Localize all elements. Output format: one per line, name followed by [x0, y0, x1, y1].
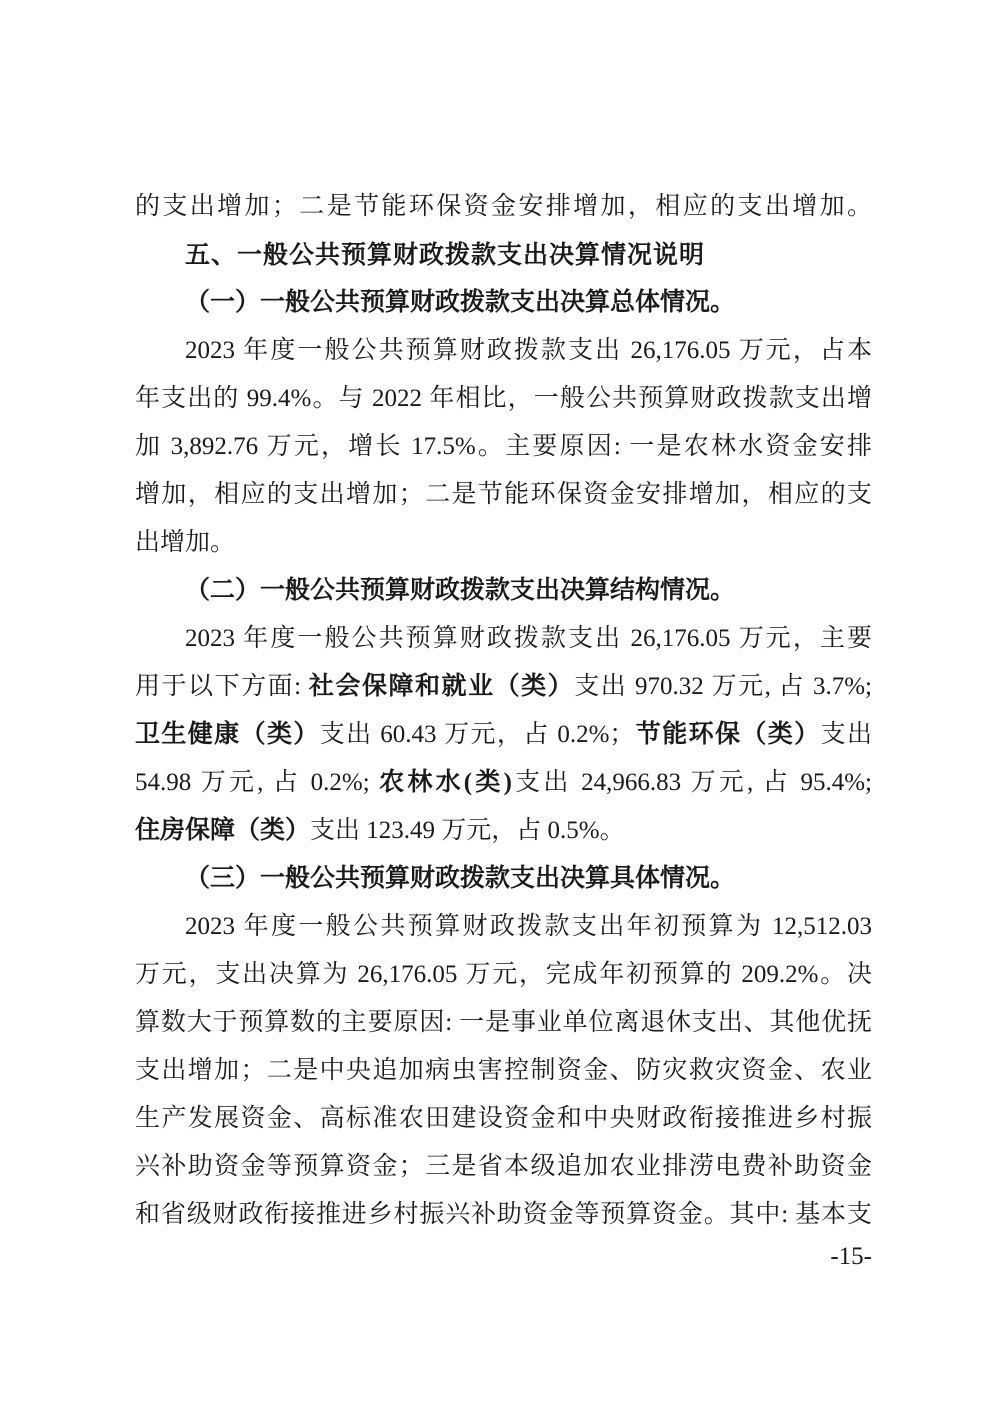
text-line — [135, 663, 872, 711]
text-segment: 兴补助资金等预算资金；三是省本级追加农业排涝电费补助资金 — [135, 1153, 872, 1180]
text-line — [135, 423, 872, 471]
text-segment: 2023 年度一般公共预算财政拨款支出 26,176.05 万元，主要 — [185, 625, 872, 652]
text-segment: 支出 970.32 万元, 占 3.7%; — [574, 673, 872, 700]
text-segment: 年支出的 99.4%。与 2022 年相比，一般公共预算财政拨款支出增 — [135, 385, 872, 412]
heading-section-five — [135, 231, 872, 279]
text-line — [135, 807, 872, 855]
text-segment: 支出 24,966.83 万元, 占 95.4%; — [511, 769, 872, 796]
text-segment: 2023 年度一般公共预算财政拨款支出年初预算为 12,512.03 — [185, 913, 872, 940]
text-segment: 增加，相应的支出增加；二是节能环保资金安排增加，相应的支 — [135, 481, 872, 508]
text-line — [135, 999, 872, 1047]
text-line — [135, 375, 872, 423]
text-segment: 加 3,892.76 万元，增长 17.5%。主要原因: 一是农林水资金安排 — [135, 433, 872, 460]
emphasized-text: 五、一般公共预算财政拨款支出决算情况说明 — [185, 241, 706, 269]
para-continuation — [135, 183, 872, 231]
text-line — [135, 903, 872, 951]
para-overview — [135, 327, 872, 567]
text-segment: 支出增加；二是中央追加病虫害控制资金、防灾救灾资金、农业 — [135, 1057, 872, 1084]
text-segment: 和省级财政衔接推进乡村振兴补助资金等预算资金。其中: 基本支 — [135, 1201, 872, 1228]
text-line — [135, 951, 872, 999]
text-line — [135, 471, 872, 519]
text-line — [135, 711, 872, 759]
text-segment: 2023 年度一般公共预算财政拨款支出 26,176.05 万元，占本 — [185, 337, 872, 364]
text-line — [135, 327, 872, 375]
text-segment: 支出 — [820, 721, 872, 748]
text-line — [135, 279, 872, 327]
text-segment: 支出 123.49 万元，占 0.5%。 — [310, 817, 625, 844]
para-structure — [135, 615, 872, 855]
subheading-overview — [135, 279, 872, 327]
emphasized-text: 节能环保（类） — [634, 721, 821, 748]
text-line — [135, 231, 872, 279]
subheading-specific — [135, 855, 872, 903]
text-segment: 万元，支出决算为 26,176.05 万元，完成年初预算的 209.2%。决 — [135, 961, 872, 988]
text-segment: 出增加。 — [135, 529, 236, 556]
text-line — [135, 519, 872, 567]
text-line — [135, 855, 872, 903]
page-number: -15- — [830, 1243, 872, 1270]
text-segment: 支出 60.43 万元，占 0.2%； — [319, 721, 635, 748]
text-line — [135, 183, 872, 231]
emphasized-text: 住房保障（类） — [135, 817, 311, 844]
subheading-structure — [135, 567, 872, 615]
text-line — [135, 615, 872, 663]
text-line — [135, 1047, 872, 1095]
document-content — [135, 183, 872, 1239]
text-line — [135, 1095, 872, 1143]
text-line — [135, 1143, 872, 1191]
emphasized-text: （二）一般公共预算财政拨款支出决算结构情况。 — [185, 577, 736, 604]
text-segment: 算数大于预算数的主要原因: 一是事业单位离退休支出、其他优抚 — [135, 1009, 872, 1036]
text-segment: 生产发展资金、高标准农田建设资金和中央财政衔接推进乡村振 — [135, 1105, 872, 1132]
emphasized-text: 卫生健康（类） — [135, 721, 320, 748]
para-specific — [135, 903, 872, 1239]
emphasized-text: 社会保障和就业（类） — [308, 673, 575, 700]
text-segment: 的支出增加；二是节能环保资金安排增加，相应的支出增加。 — [135, 193, 872, 220]
text-line — [135, 1191, 872, 1239]
emphasized-text: 农林水(类) — [379, 769, 512, 796]
text-line — [135, 567, 872, 615]
text-segment: 54.98 万元, 占 0.2%; — [135, 769, 380, 796]
text-segment: 用于以下方面: — [135, 673, 309, 700]
emphasized-text: （三）一般公共预算财政拨款支出决算具体情况。 — [185, 865, 736, 892]
text-line — [135, 759, 872, 807]
emphasized-text: （一）一般公共预算财政拨款支出决算总体情况。 — [185, 289, 736, 316]
